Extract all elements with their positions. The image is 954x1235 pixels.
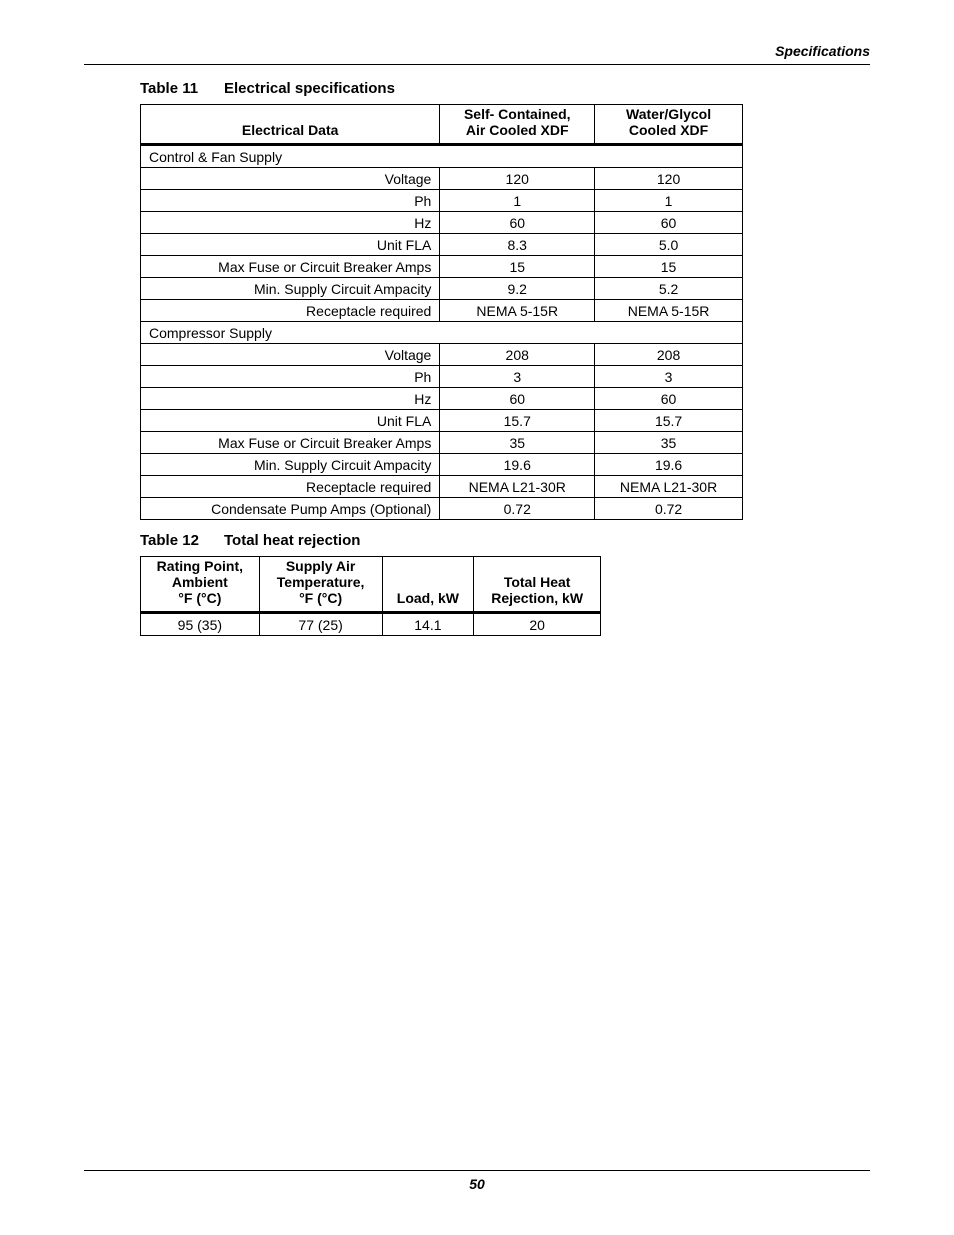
- air-cooled-value: 8.3: [440, 234, 595, 256]
- table-12-number: Table 12: [140, 532, 199, 549]
- table-row: [141, 300, 743, 322]
- water-glycol-value: 208: [595, 344, 743, 366]
- column-header: Total Heat Rejection, kW: [474, 557, 601, 613]
- table-row: [141, 234, 743, 256]
- air-cooled-value: NEMA 5-15R: [440, 300, 595, 322]
- table-row: [141, 344, 743, 366]
- table-12-title: Total heat rejection: [224, 532, 361, 549]
- water-glycol-value: 35: [595, 432, 743, 454]
- water-glycol-value: 0.72: [595, 498, 743, 520]
- water-glycol-value: NEMA 5-15R: [595, 300, 743, 322]
- row-label: Receptacle required: [141, 476, 440, 498]
- table-cell: 14.1: [382, 613, 474, 636]
- table-row: [141, 410, 743, 432]
- column-header: Self- Contained, Air Cooled XDF: [440, 105, 595, 145]
- table-row: [141, 613, 601, 636]
- total-heat-rejection-table: [140, 556, 601, 636]
- table-row: [141, 278, 743, 300]
- water-glycol-value: 120: [595, 168, 743, 190]
- column-header: Water/Glycol Cooled XDF: [595, 105, 743, 145]
- table-row: [141, 432, 743, 454]
- section-label: Control & Fan Supply: [141, 145, 743, 168]
- row-label: Ph: [141, 190, 440, 212]
- running-header: Specifications: [775, 43, 870, 59]
- air-cooled-value: 208: [440, 344, 595, 366]
- column-header: Supply Air Temperature, °F (°C): [259, 557, 382, 613]
- row-label: Ph: [141, 366, 440, 388]
- row-label: Min. Supply Circuit Ampacity: [141, 278, 440, 300]
- water-glycol-value: 60: [595, 212, 743, 234]
- section-label: Compressor Supply: [141, 322, 743, 344]
- row-label: Voltage: [141, 344, 440, 366]
- water-glycol-value: 15: [595, 256, 743, 278]
- section-row: [141, 322, 743, 344]
- row-label: Hz: [141, 388, 440, 410]
- table-11-caption: [140, 80, 395, 97]
- water-glycol-value: 19.6: [595, 454, 743, 476]
- air-cooled-value: 0.72: [440, 498, 595, 520]
- row-label: Unit FLA: [141, 410, 440, 432]
- water-glycol-value: 5.2: [595, 278, 743, 300]
- column-header: Rating Point, Ambient °F (°C): [141, 557, 260, 613]
- electrical-specifications-table: [140, 104, 743, 520]
- table-row: [141, 388, 743, 410]
- row-label: Hz: [141, 212, 440, 234]
- air-cooled-value: 60: [440, 212, 595, 234]
- row-label: Max Fuse or Circuit Breaker Amps: [141, 256, 440, 278]
- page-number: 50: [469, 1176, 485, 1192]
- table-row: [141, 256, 743, 278]
- table-row: [141, 476, 743, 498]
- water-glycol-value: 3: [595, 366, 743, 388]
- air-cooled-value: 120: [440, 168, 595, 190]
- table-11-title: Electrical specifications: [224, 80, 395, 97]
- air-cooled-value: NEMA L21-30R: [440, 476, 595, 498]
- row-label: Condensate Pump Amps (Optional): [141, 498, 440, 520]
- water-glycol-value: 5.0: [595, 234, 743, 256]
- water-glycol-value: 60: [595, 388, 743, 410]
- table-row: [141, 212, 743, 234]
- table-row: [141, 498, 743, 520]
- air-cooled-value: 60: [440, 388, 595, 410]
- section-row: [141, 145, 743, 168]
- table-row: [141, 454, 743, 476]
- column-header: Electrical Data: [141, 105, 440, 145]
- water-glycol-value: 1: [595, 190, 743, 212]
- table-11-number: Table 11: [140, 80, 199, 97]
- column-header: Load, kW: [382, 557, 474, 613]
- row-label: Min. Supply Circuit Ampacity: [141, 454, 440, 476]
- water-glycol-value: NEMA L21-30R: [595, 476, 743, 498]
- row-label: Unit FLA: [141, 234, 440, 256]
- table-cell: 77 (25): [259, 613, 382, 636]
- air-cooled-value: 9.2: [440, 278, 595, 300]
- air-cooled-value: 15: [440, 256, 595, 278]
- table-cell: 95 (35): [141, 613, 260, 636]
- table-12-caption: [140, 532, 360, 549]
- row-label: Max Fuse or Circuit Breaker Amps: [141, 432, 440, 454]
- air-cooled-value: 19.6: [440, 454, 595, 476]
- footer-rule: [84, 1170, 870, 1171]
- table-header-row: [141, 557, 601, 613]
- air-cooled-value: 3: [440, 366, 595, 388]
- header-rule: [84, 64, 870, 65]
- water-glycol-value: 15.7: [595, 410, 743, 432]
- air-cooled-value: 1: [440, 190, 595, 212]
- row-label: Receptacle required: [141, 300, 440, 322]
- table-row: [141, 366, 743, 388]
- table-cell: 20: [474, 613, 601, 636]
- table-row: [141, 190, 743, 212]
- table-header-row: [141, 105, 743, 145]
- table-row: [141, 168, 743, 190]
- row-label: Voltage: [141, 168, 440, 190]
- air-cooled-value: 35: [440, 432, 595, 454]
- air-cooled-value: 15.7: [440, 410, 595, 432]
